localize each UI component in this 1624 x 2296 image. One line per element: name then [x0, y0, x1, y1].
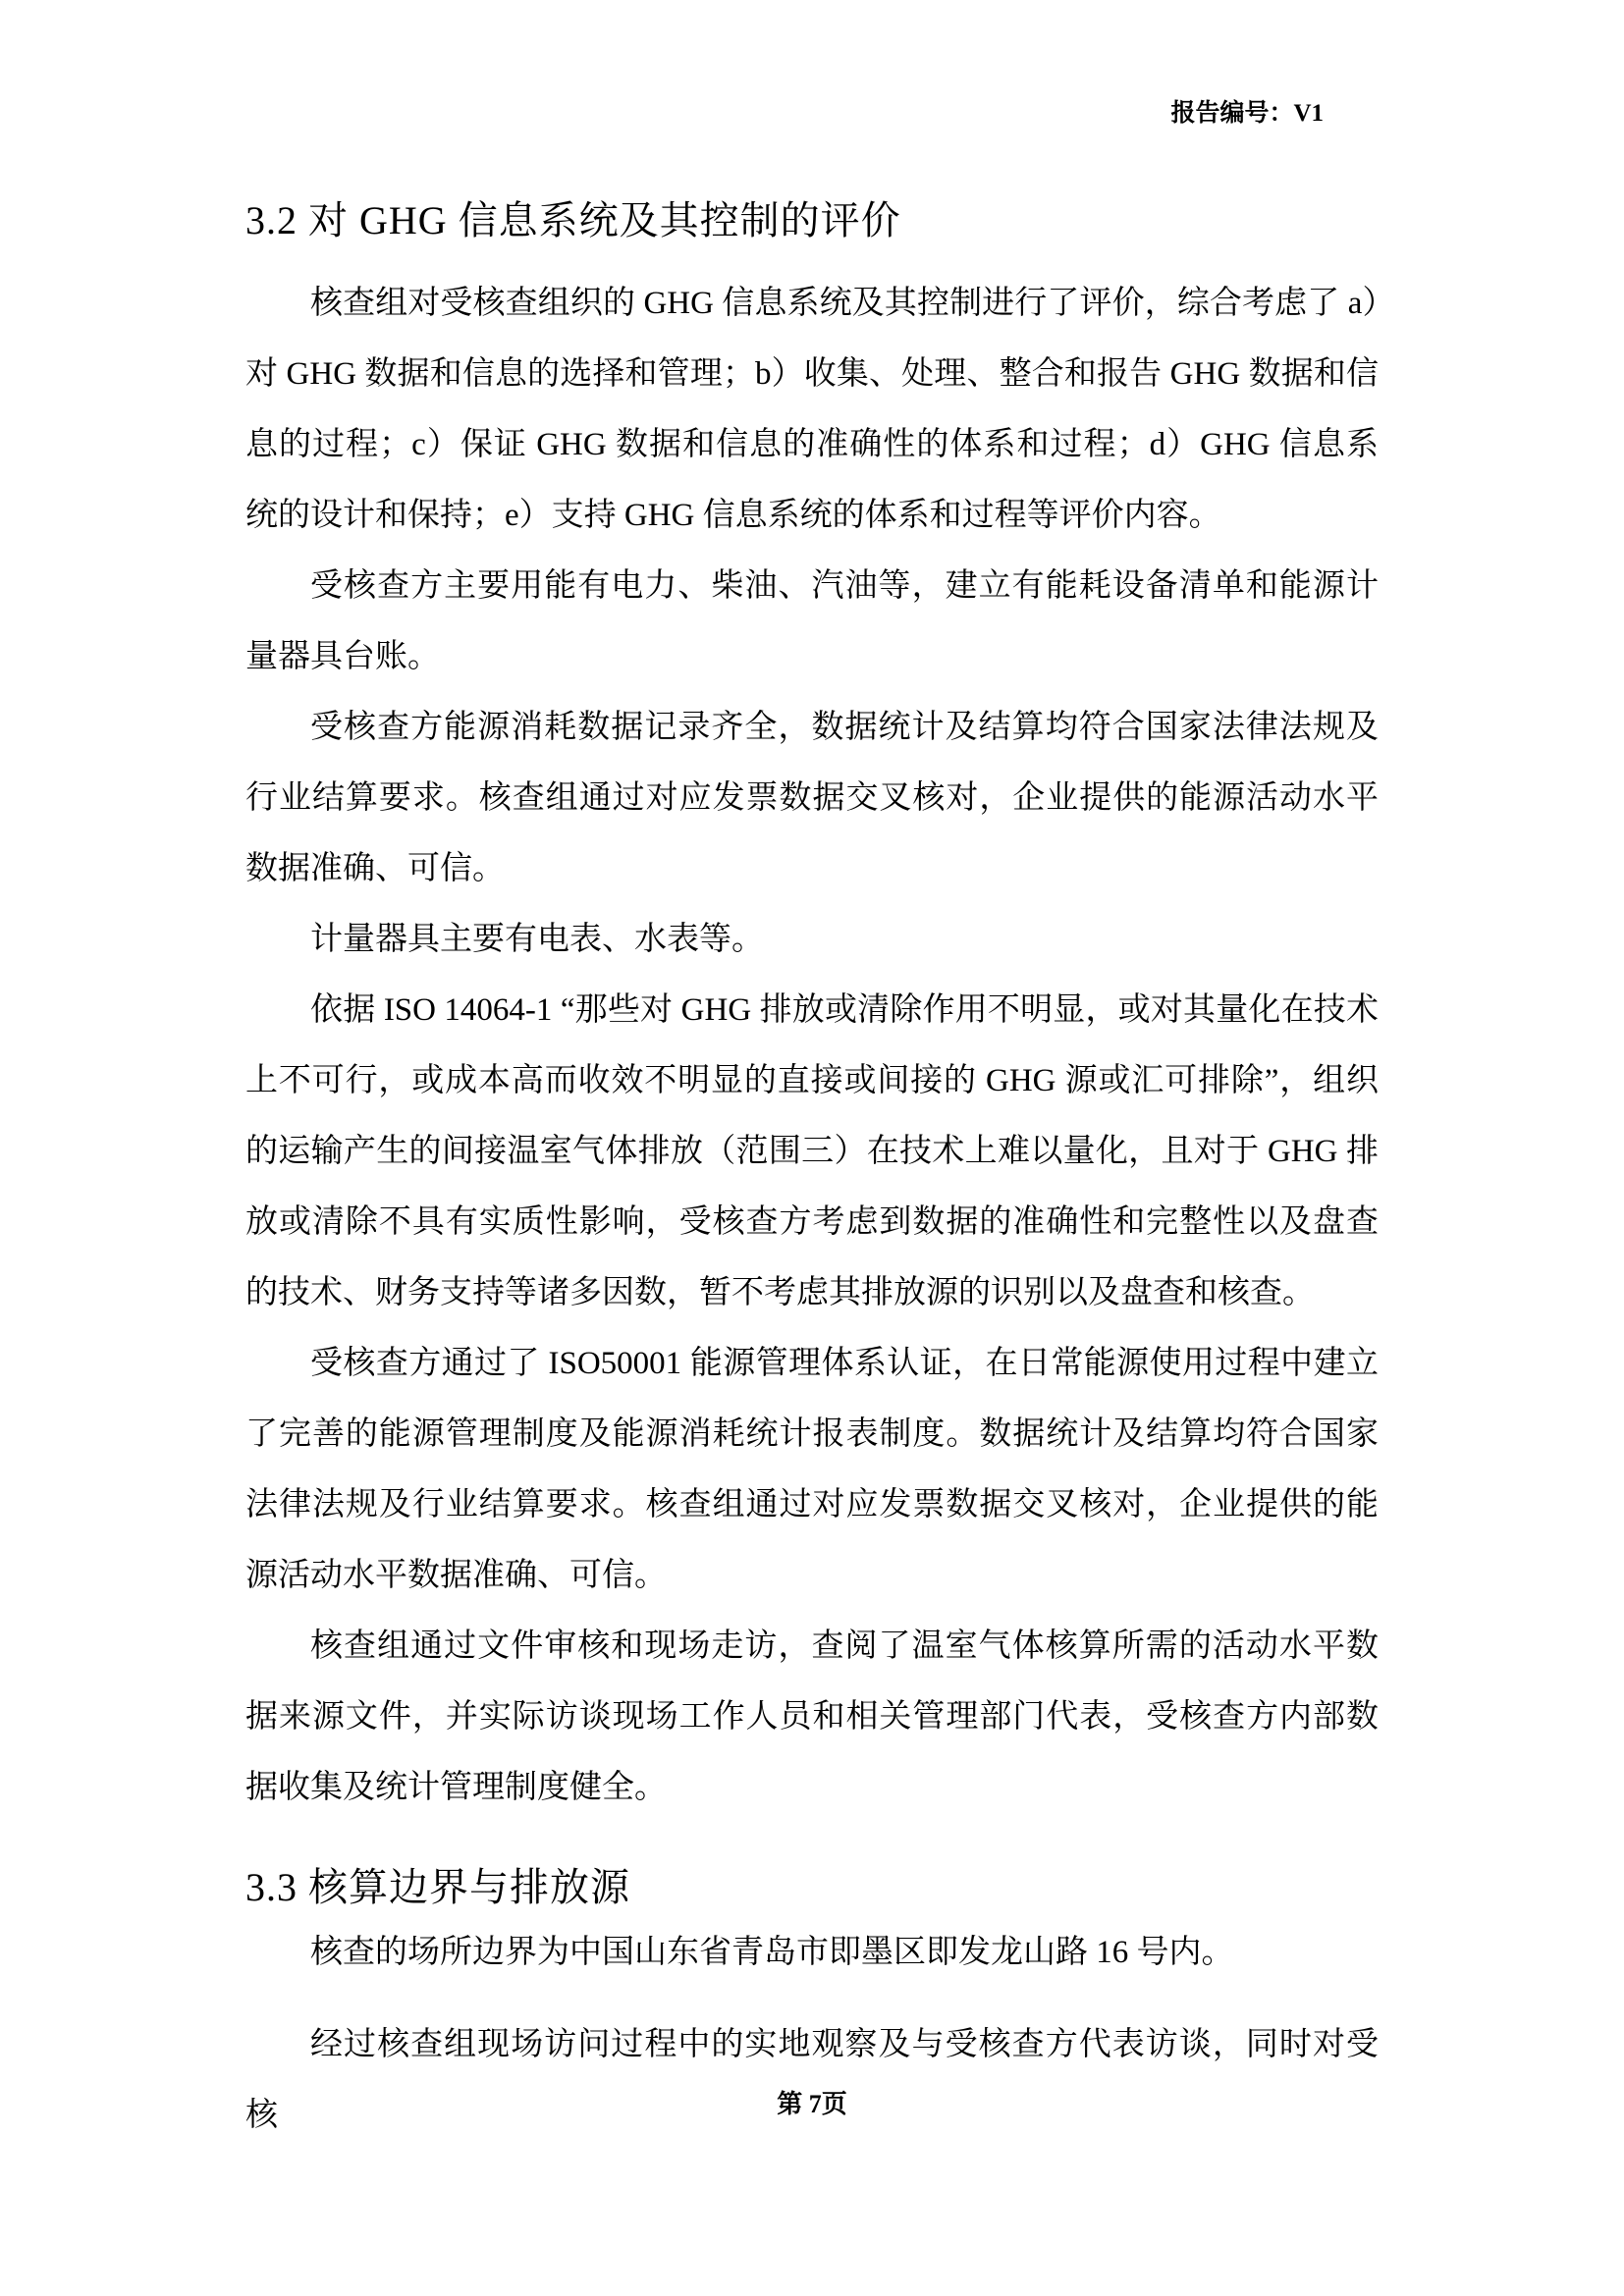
paragraph: 受核查方能源消耗数据记录齐全，数据统计及结算均符合国家法律法规及行业结算要求。核查组通过对应发票数据交叉核对，企业提供的能源活动水平数据准确、可信。	[245, 710, 1379, 886]
paragraph: 核查组对受核查组织的 GHG 信息系统及其控制进行了评价，综合考虑了 a）对 GHG 数据和信息的选择和管理；b）收集、处理、整合和报告 GHG 数据和信息的过程；c）保证 GHG 数据和信息的准确性的体系和过程；d）GHG 信息系统的设计和保持；e）支持 GHG 信息系统的体系和过程等评价内容。	[245, 286, 1379, 533]
paragraph: 受核查方主要用能有电力、柴油、汽油等，建立有能耗设备清单和能源计量器具台账。	[245, 568, 1379, 674]
paragraph: 经过核查组现场访问过程中的实地观察及与受核查方代表访谈，同时对受核	[245, 2027, 1379, 2133]
paragraph: 计量器具主要有电表、水表等。	[310, 922, 764, 957]
section-heading-3-2: 3.2 对 GHG 信息系统及其控制的评价	[245, 198, 901, 242]
paragraph: 核查组通过文件审核和现场走访，查阅了温室气体核算所需的活动水平数据来源文件，并实际访谈现场工作人员和相关管理部门代表，受核查方内部数据收集及统计管理制度健全。	[245, 1629, 1379, 1805]
paragraph: 依据 ISO 14064-1 “那些对 GHG 排放或清除作用不明显，或对其量化在技术上不可行，或成本高而收效不明显的直接或间接的 GHG 源或汇可排除”，组织的运输产生的间接温室气体排放（范围三）在技术上难以量化，且对于 GHG 排放或清除不具有实质性影响，受核查方考虑到数据的准确性和完整性以及盘查的技术、财务支持等诸多因数，暂不考虑其排放源的识别以及盘查和核查。	[245, 992, 1379, 1310]
paragraph: 受核查方通过了 ISO50001 能源管理体系认证，在日常能源使用过程中建立了完善的能源管理制度及能源消耗统计报表制度。数据统计及结算均符合国家法律法规及行业结算要求。核查组通过对应发票数据交叉核对，企业提供的能源活动水平数据准确、可信。	[245, 1346, 1379, 1593]
page-number: 第 7页	[777, 2090, 847, 2118]
report-number: 报告编号：V1	[1170, 100, 1324, 127]
section-heading-3-3: 3.3 核算边界与排放源	[245, 1865, 630, 1909]
paragraph: 核查的场所边界为中国山东省青岛市即墨区即发龙山路 16 号内。	[310, 1935, 1234, 1970]
document-content	[245, 0, 1379, 2151]
page-footer	[0, 2088, 1624, 2121]
